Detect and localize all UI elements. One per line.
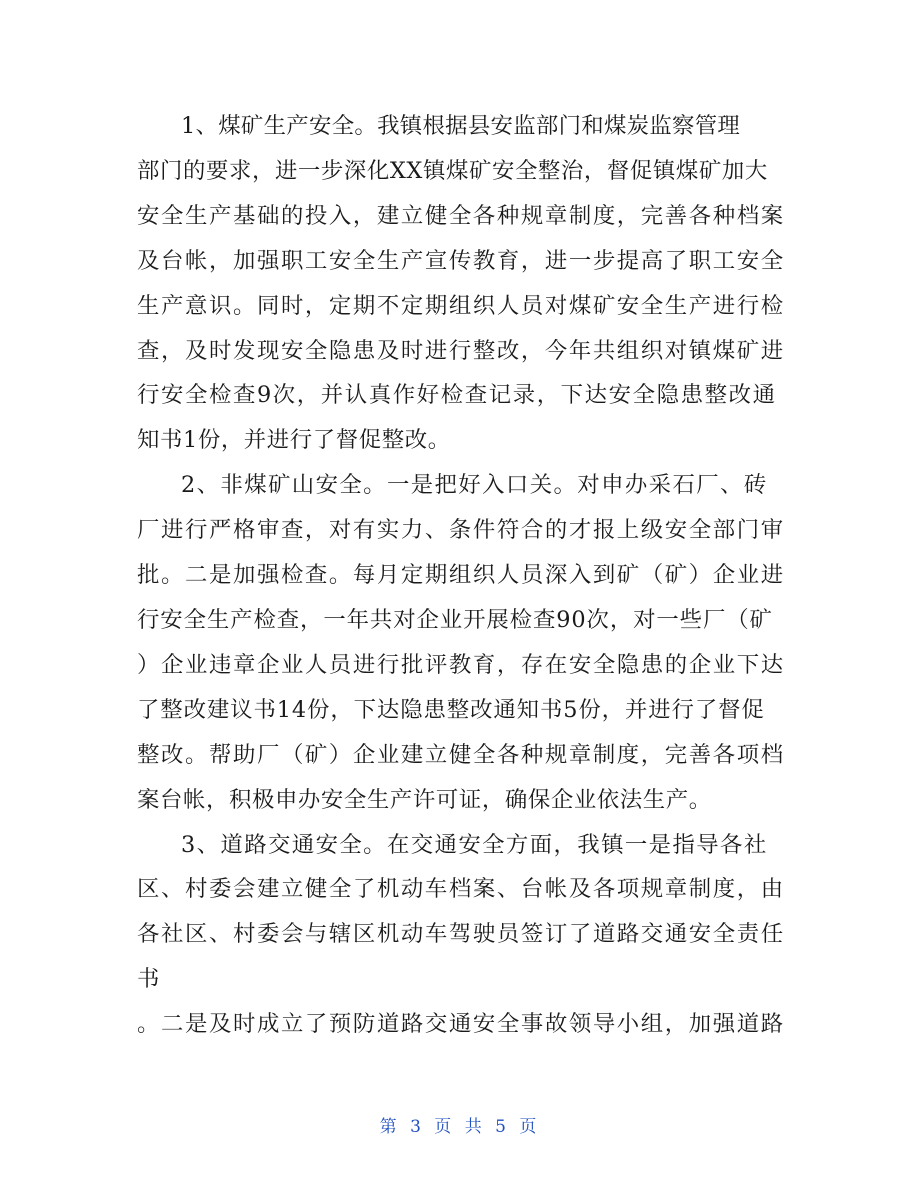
paragraph-2-line-2: 厂进行严格审查，对有实力、条件符合的才报上级安全部门审 [137,517,785,544]
document-body [137,104,787,1047]
paragraph-1-line-3: 安全生产基础的投入，建立健全各种规章制度，完善各种档案 [137,202,785,229]
paragraph-2-line-5: ）企业违章企业人员进行批评教育，存在安全隐患的企业下达 [137,651,785,678]
paragraph-2-line-6: 了整改建议书14份，下达隐患整改通知书5份，并进行了督促 [137,696,765,723]
paragraph-1-line-4: 及台帐，加强职工安全生产宣传教育，进一步提高了职工安全 [137,247,785,274]
paragraph-1-line-1: 1、煤矿生产安全。我镇根据县安监部门和煤炭监察管理 [181,113,741,139]
paragraph-3-line-5: 。二是及时成立了预防道路交通安全事故领导小组，加强道路 [137,1011,785,1038]
paragraph-2-line-7: 整改。帮助厂（矿）企业建立健全各种规章制度，完善各项档 [137,741,785,768]
paragraph-1-line-5: 生产意识。同时，定期不定期组织人员对煤矿安全生产进行检 [137,292,785,319]
paragraph-2-line-4: 行安全生产检查，一年共对企业开展检查90次，对一些厂（矿 [137,606,773,633]
paragraph-1 [137,104,787,463]
paragraph-3-line-2: 区、村委会建立健全了机动车档案、台帐及各项规章制度，由 [137,876,785,903]
paragraph-3-line-3: 各社区、村委会与辖区机动车驾驶员签订了道路交通安全责任 [137,921,785,948]
paragraph-3-line-1: 3、道路交通安全。在交通安全方面，我镇一是指导各社 [181,831,768,858]
paragraph-1-line-2: 部门的要求，进一步深化XX镇煤矿安全整治，督促镇煤矿加大 [137,157,768,184]
paragraph-2-line-1: 2、非煤矿山安全。一是把好入口关。对申办采石厂、砖 [181,472,768,499]
paragraph-2-line-8: 案台帐，积极申办安全生产许可证，确保企业依法生产。 [137,786,712,813]
paragraph-1-line-8: 知书1份，并进行了督促整改。 [137,427,451,454]
paragraph-2-line-3: 批。二是加强检查。每月定期组织人员深入到矿（矿）企业进 [137,562,785,589]
paragraph-3 [137,823,787,1048]
paragraph-1-line-6: 查，及时发现安全隐患及时进行整改，今年共组织对镇煤矿进 [137,337,785,364]
paragraph-2 [137,463,787,822]
paragraph-3-line-4: 书 [137,966,160,993]
paragraph-1-line-7: 行安全检查9次，并认真作好检查记录，下达安全隐患整改通 [137,382,777,409]
page-number-footer: 第 3 页 共 5 页 [379,1117,541,1137]
